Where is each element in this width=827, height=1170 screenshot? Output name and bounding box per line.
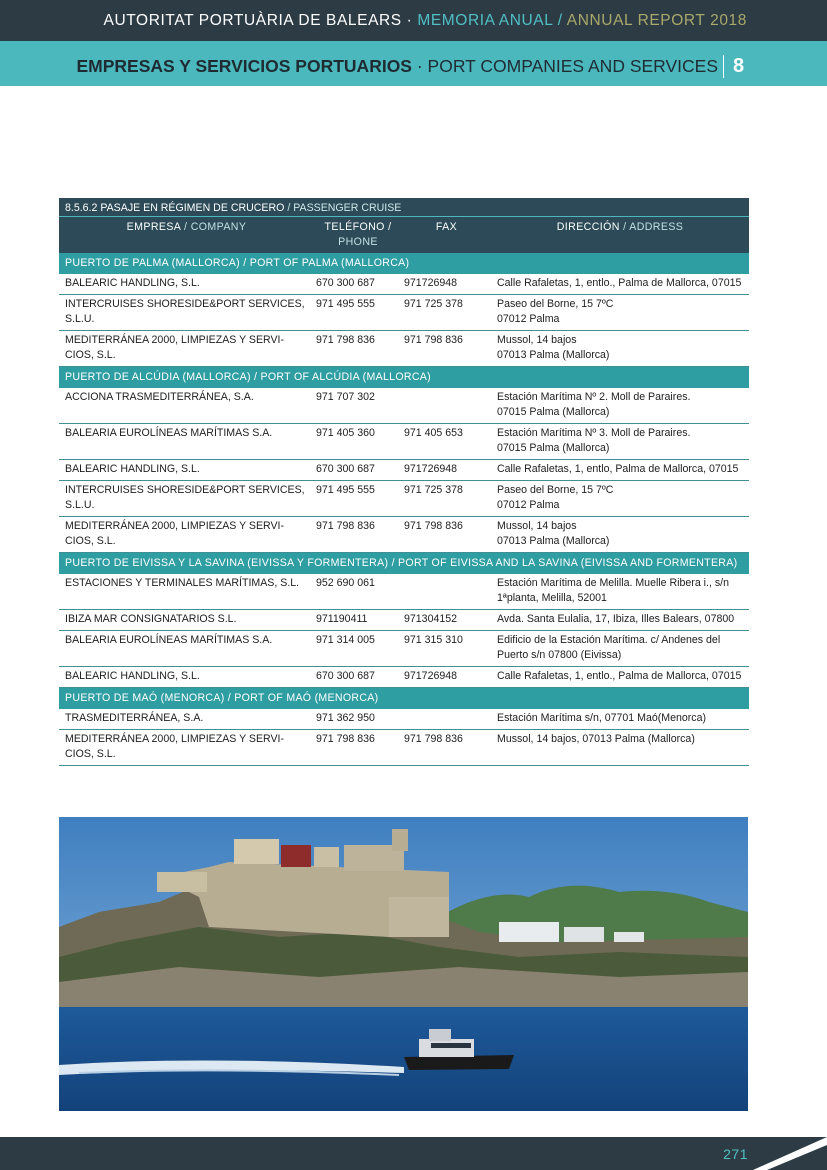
- fax-cell: [402, 388, 491, 424]
- fax-cell: 971 798 836: [402, 517, 491, 553]
- table-row: [59, 631, 749, 667]
- col-address: DIRECCIÓN / ADDRESS: [491, 217, 749, 254]
- fax-cell: 971 315 310: [402, 631, 491, 667]
- port-section-title: PUERTO DE PALMA (MALLORCA) / PORT OF PALMA (MALLORCA): [59, 253, 749, 274]
- address-cell: Paseo del Borne, 15 7ºC 07012 Palma: [491, 295, 749, 331]
- table-row: [59, 610, 749, 631]
- address-cell: Calle Rafaletas, 1, entlo, Palma de Mallorca, 07015: [491, 460, 749, 481]
- address-cell: Calle Rafaletas, 1, entlo., Palma de Mallorca, 07015: [491, 274, 749, 295]
- company-cell: TRASMEDITERRÁNEA, S.A.: [59, 709, 314, 730]
- page-number: 271: [723, 1146, 748, 1162]
- table-caption: 8.5.6.2 PASAJE EN RÉGIMEN DE CRUCERO / PASSENGER CRUISE: [59, 198, 749, 217]
- table-row: [59, 460, 749, 481]
- fax-cell: [402, 709, 491, 730]
- phone-cell: 971 314 005: [314, 631, 402, 667]
- address-cell: Avda. Santa Eulalia, 17, Ibiza, Illes Balears, 07800: [491, 610, 749, 631]
- table-row: [59, 424, 749, 460]
- fax-cell: 971726948: [402, 274, 491, 295]
- port-section-row: [59, 553, 749, 575]
- section-title-en: PORT COMPANIES AND SERVICES: [427, 56, 718, 76]
- company-cell: ACCIONA TRASMEDITERRÁNEA, S.A.: [59, 388, 314, 424]
- table-row: [59, 709, 749, 730]
- annual-report-label: ANNUAL REPORT 2018: [566, 12, 747, 29]
- memoria-label: MEMORIA ANUAL: [417, 12, 553, 29]
- fax-cell: 971 405 653: [402, 424, 491, 460]
- footer-stripe-decoration: [747, 1137, 827, 1170]
- company-cell: BALEARIC HANDLING, S.L.: [59, 667, 314, 688]
- company-cell: INTERCRUISES SHORESIDE&PORT SERVICES, S.L.U.: [59, 295, 314, 331]
- table-row: [59, 574, 749, 610]
- phone-cell: 971 495 555: [314, 295, 402, 331]
- col-fax: FAX: [402, 217, 491, 254]
- phone-cell: 670 300 687: [314, 274, 402, 295]
- company-cell: INTERCRUISES SHORESIDE&PORT SERVICES, S.L.U.: [59, 481, 314, 517]
- port-section-title: PUERTO DE MAÓ (MENORCA) / PORT OF MAÓ (MENORCA): [59, 688, 749, 710]
- company-cell: BALEARIA EUROLÍNEAS MARÍTIMAS S.A.: [59, 631, 314, 667]
- port-section-title: PUERTO DE EIVISSA Y LA SAVINA (EIVISSA Y FORMENTERA) / PORT OF EIVISSA AND LA SAVINA (EIVISSA AND FORMENTERA): [59, 553, 749, 575]
- col-company: EMPRESA / COMPANY: [59, 217, 314, 254]
- table-row: [59, 388, 749, 424]
- address-cell: Edificio de la Estación Marítima. c/ Andenes del Puerto s/n 07800 (Eivissa): [491, 631, 749, 667]
- fax-cell: 971 725 378: [402, 481, 491, 517]
- phone-cell: 971 495 555: [314, 481, 402, 517]
- phone-cell: 971190411: [314, 610, 402, 631]
- fax-cell: 971 725 378: [402, 295, 491, 331]
- table-row: [59, 274, 749, 295]
- fax-cell: 971 798 836: [402, 730, 491, 766]
- dalt-vila-harbour-image: [59, 817, 748, 1111]
- table-row: [59, 517, 749, 553]
- port-photo: [59, 817, 748, 1111]
- fax-cell: 971726948: [402, 667, 491, 688]
- port-section-row: [59, 367, 749, 389]
- port-section-row: [59, 688, 749, 710]
- phone-cell: 971 405 360: [314, 424, 402, 460]
- table-row: [59, 331, 749, 367]
- company-cell: BALEARIC HANDLING, S.L.: [59, 274, 314, 295]
- company-cell: BALEARIC HANDLING, S.L.: [59, 460, 314, 481]
- fax-cell: 971 798 836: [402, 331, 491, 367]
- cruise-companies-table: [59, 198, 749, 766]
- section-number: 8: [723, 55, 761, 78]
- organization-name: AUTORITAT PORTUÀRIA DE BALEARS: [103, 12, 402, 29]
- fax-cell: [402, 574, 491, 610]
- port-section-title: PUERTO DE ALCÚDIA (MALLORCA) / PORT OF ALCÚDIA (MALLORCA): [59, 367, 749, 389]
- company-cell: MEDITERRÁNEA 2000, LIMPIEZAS Y SERVI-CIOS, S.L.: [59, 331, 314, 367]
- address-cell: Estación Marítima de Melilla. Muelle Ribera i., s/n 1ªplanta, Melilla, 52001: [491, 574, 749, 610]
- company-cell: MEDITERRÁNEA 2000, LIMPIEZAS Y SERVI-CIOS, S.L.: [59, 730, 314, 766]
- address-cell: Mussol, 14 bajos 07013 Palma (Mallorca): [491, 331, 749, 367]
- phone-cell: 670 300 687: [314, 667, 402, 688]
- address-cell: Estación Marítima Nº 3. Moll de Paraires. 07015 Palma (Mallorca): [491, 424, 749, 460]
- section-title-es: EMPRESAS Y SERVICIOS PORTUARIOS: [76, 56, 412, 76]
- address-cell: Estación Marítima s/n, 07701 Maó(Menorca): [491, 709, 749, 730]
- phone-cell: 971 362 950: [314, 709, 402, 730]
- phone-cell: 670 300 687: [314, 460, 402, 481]
- company-cell: BALEARIA EUROLÍNEAS MARÍTIMAS S.A.: [59, 424, 314, 460]
- table-header: [59, 217, 749, 254]
- col-phone: TELÉFONO / PHONE: [314, 217, 402, 254]
- table-row: [59, 295, 749, 331]
- phone-cell: 971 707 302: [314, 388, 402, 424]
- company-cell: IBIZA MAR CONSIGNATARIOS S.L.: [59, 610, 314, 631]
- address-cell: Mussol, 14 bajos 07013 Palma (Mallorca): [491, 517, 749, 553]
- phone-cell: 971 798 836: [314, 517, 402, 553]
- section-title: EMPRESAS Y SERVICIOS PORTUARIOS · PORT COMPANIES AND SERVICES: [76, 56, 718, 76]
- address-cell: Estación Marítima Nº 2. Moll de Paraires. 07015 Palma (Mallorca): [491, 388, 749, 424]
- phone-cell: 971 798 836: [314, 331, 402, 367]
- company-cell: ESTACIONES Y TERMINALES MARÍTIMAS, S.L.: [59, 574, 314, 610]
- table-row: [59, 481, 749, 517]
- fax-cell: 971726948: [402, 460, 491, 481]
- phone-cell: 971 798 836: [314, 730, 402, 766]
- port-section-row: [59, 253, 749, 274]
- company-cell: MEDITERRÁNEA 2000, LIMPIEZAS Y SERVI-CIOS, S.L.: [59, 517, 314, 553]
- fax-cell: 971304152: [402, 610, 491, 631]
- address-cell: Mussol, 14 bajos, 07013 Palma (Mallorca): [491, 730, 749, 766]
- address-cell: Paseo del Borne, 15 7ºC 07012 Palma: [491, 481, 749, 517]
- table-row: [59, 730, 749, 766]
- address-cell: Calle Rafaletas, 1, entlo., Palma de Mallorca, 07015: [491, 667, 749, 688]
- phone-cell: 952 690 061: [314, 574, 402, 610]
- report-title: AUTORITAT PORTUÀRIA DE BALEARS · MEMORIA ANUAL / ANNUAL REPORT 2018: [103, 12, 747, 29]
- table-row: [59, 667, 749, 688]
